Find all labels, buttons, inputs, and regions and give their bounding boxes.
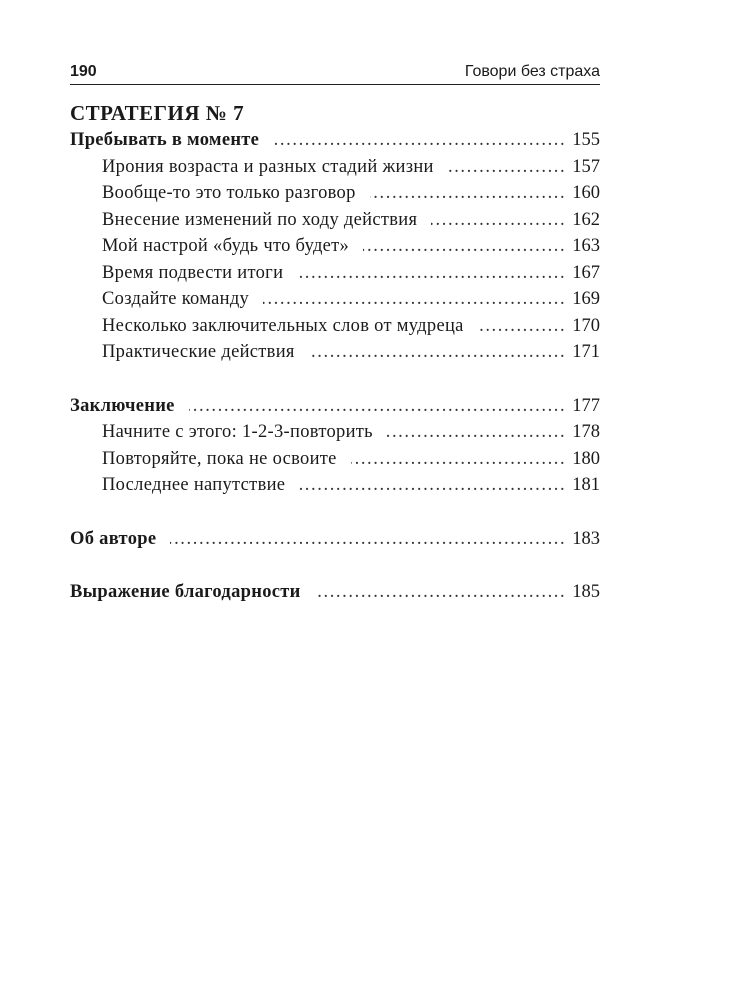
- toc-page-number: 160: [572, 183, 600, 203]
- toc-page-number: 157: [572, 156, 600, 177]
- dot-leader: [478, 313, 567, 340]
- toc-subsection-title: Время подвести итоги: [102, 262, 284, 283]
- toc-subsection-title: Внесение изменений по ходу действия: [102, 209, 418, 230]
- toc-page-number: 167: [572, 262, 600, 283]
- toc-subsection: [70, 180, 600, 207]
- dot-leader: [297, 260, 566, 287]
- dot-leader: [448, 154, 567, 181]
- toc-page-number: 177: [572, 395, 600, 416]
- toc-section-title: Заключение: [70, 395, 175, 416]
- strategy-heading: СТРАТЕГИЯ № 7: [70, 101, 245, 125]
- dot-leader: [263, 286, 566, 313]
- page-number: 190: [70, 63, 97, 80]
- toc-subsection-title: Последнее напутствие: [102, 475, 286, 495]
- dot-leader: [170, 526, 566, 553]
- toc-page-number: 185: [572, 582, 600, 602]
- running-head: [70, 58, 600, 85]
- dot-leader: [189, 393, 567, 420]
- dot-leader: [363, 233, 566, 260]
- dot-leader: [309, 339, 567, 366]
- toc-subsection-title: Повторяйте, пока не освоите: [102, 448, 337, 469]
- toc-subsection: [70, 313, 600, 340]
- toc-subsection: [70, 207, 600, 234]
- dot-leader: [351, 446, 567, 473]
- toc-page-number: 178: [572, 422, 600, 442]
- dot-leader: [387, 419, 566, 446]
- toc-page-number: 180: [572, 448, 600, 469]
- toc-section: [70, 127, 600, 154]
- toc-subsection-title: Начните с этого: 1-2-3-повторить: [102, 422, 373, 442]
- toc-subsection: [70, 419, 600, 446]
- toc-section: [70, 526, 600, 553]
- dot-leader: [431, 207, 566, 234]
- toc-subsection: [70, 286, 600, 313]
- toc-subsection: [70, 233, 600, 260]
- toc-page-number: 163: [572, 236, 600, 256]
- toc-subsection: [70, 339, 600, 366]
- toc-section-title: Пребывать в моменте: [70, 130, 260, 150]
- toc-subsection-title: Мой настрой «будь что будет»: [102, 236, 350, 256]
- toc-page-number: 171: [572, 342, 600, 362]
- toc-subsection: [70, 154, 600, 181]
- toc-page-number: 155: [572, 130, 600, 150]
- toc-page-number: 181: [572, 475, 600, 495]
- toc-page-number: 169: [572, 289, 600, 309]
- dot-leader: [299, 472, 566, 499]
- toc-section-title: Об авторе: [70, 528, 157, 549]
- toc-subsection-title: Практические действия: [102, 342, 295, 362]
- toc-section-title: Выражение благодарности: [70, 582, 301, 602]
- toc-page-number: 170: [572, 315, 600, 336]
- book-page: [70, 58, 600, 606]
- toc-subsection: [70, 446, 600, 473]
- dot-leader: [273, 127, 566, 154]
- toc-subsection-title: Ирония возраста и разных стадий жизни: [102, 156, 434, 177]
- toc-subsection-title: Создайте команду: [102, 289, 250, 309]
- toc-subsection-title: Несколько заключительных слов от мудреца: [102, 315, 464, 336]
- dot-leader: [315, 579, 567, 606]
- toc-subsection-title: Вообще-то это только разговор: [102, 183, 356, 203]
- toc-section: [70, 393, 600, 420]
- table-of-contents: [70, 127, 600, 606]
- toc-subsection: [70, 472, 600, 499]
- toc-page-number: 162: [572, 209, 600, 230]
- toc-page-number: 183: [572, 528, 600, 549]
- book-title: Говори без страха: [464, 63, 600, 80]
- dot-leader: [370, 180, 567, 207]
- toc-section: [70, 579, 600, 606]
- toc-subsection: [70, 260, 600, 287]
